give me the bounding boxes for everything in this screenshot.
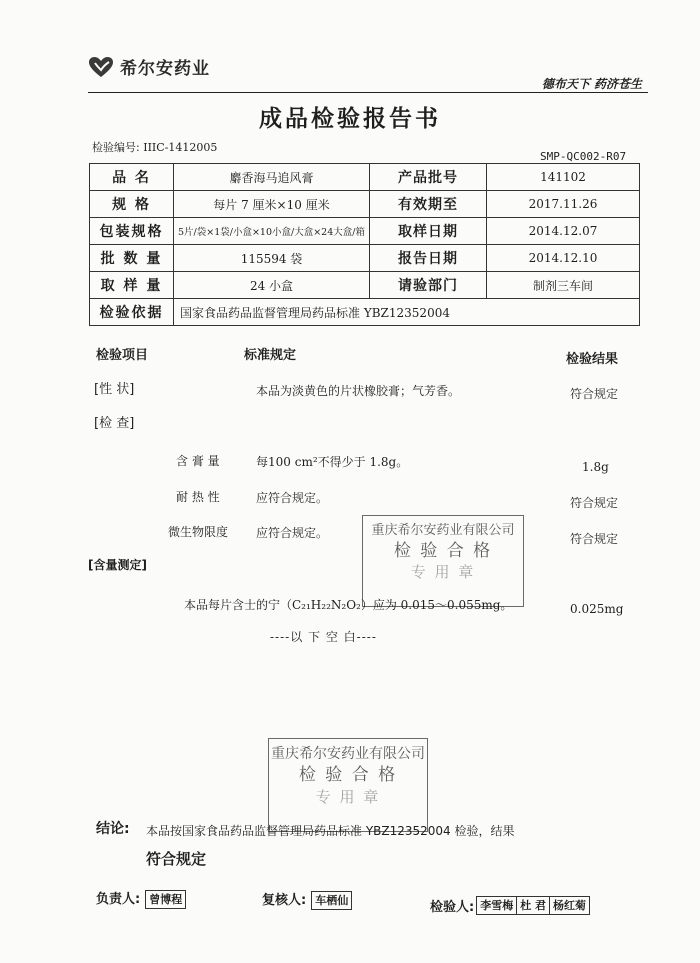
batch-value: 141102	[487, 164, 640, 191]
conclusion-text: 本品按国家食品药品监督管理局药品标准 YBZ12352004 检验，结果	[146, 824, 515, 838]
spec-value: 每片 7 厘米×10 厘米	[174, 191, 370, 218]
heart-logo-icon	[88, 56, 114, 78]
packaging-value: 5片/袋×1袋/小盒×10小盒/大盒×24大盒/箱	[174, 218, 370, 245]
col-standard-heading: 标准规定	[244, 348, 297, 363]
inspector-name-1: 李雪梅	[476, 896, 517, 915]
check-result-1: 1.8g	[582, 460, 609, 474]
name-label: 品 名	[90, 164, 174, 191]
reviewer-label: 复核人:	[262, 893, 307, 908]
inspector-name-3: 杨红菊	[549, 896, 590, 915]
form-code: SMP-QC002-R07	[540, 150, 627, 163]
col-result-heading: 检验结果	[566, 352, 619, 367]
check-item-1: 含 膏 量	[176, 454, 220, 468]
stamp-seal: 专 用 章	[315, 787, 381, 806]
doc-number	[92, 139, 217, 155]
appearance-heading: [性 状]	[94, 382, 135, 397]
stamp-seal: 专 用 章	[410, 563, 476, 582]
inspection-stamp	[362, 515, 524, 607]
info-table	[89, 163, 640, 326]
check-result-2: 符合规定	[570, 496, 619, 510]
content-standard: 本品每片含士的宁（C₂₁H₂₂N₂O₂）应为 0.015～0.055mg。	[184, 598, 513, 612]
col-item-heading: 检验项目	[96, 348, 149, 363]
reviewer-name: 车栖仙	[311, 891, 352, 910]
report-date-value: 2014.12.10	[487, 245, 640, 272]
report-date-label: 报告日期	[370, 245, 487, 272]
check-heading: [检 查]	[94, 416, 135, 431]
requester-value: 制剂三车间	[487, 272, 640, 299]
check-item-2: 耐 热 性	[176, 490, 220, 504]
quantity-value: 115594 袋	[174, 245, 370, 272]
company-logo-text: 希尔安药业	[120, 59, 210, 79]
sample-qty-value: 24 小盒	[174, 272, 370, 299]
spec-label: 规 格	[90, 191, 174, 218]
content-result: 0.025mg	[570, 602, 624, 616]
table-row	[90, 164, 640, 191]
company-logo	[88, 54, 210, 79]
batch-label: 产品批号	[370, 164, 487, 191]
blank-line: ----以 下 空 白----	[270, 630, 377, 644]
check-standard-3: 应符合规定。	[256, 526, 329, 540]
slogan: 德布天下 药济苍生	[541, 77, 642, 91]
stamp-company: 重庆希尔安药业有限公司	[271, 746, 425, 762]
basis-label: 检验依据	[90, 299, 174, 326]
table-row	[90, 191, 640, 218]
expiry-label: 有效期至	[370, 191, 487, 218]
appearance-result: 符合规定	[570, 387, 619, 401]
table-row	[90, 299, 640, 326]
basis-value: 国家食品药品监督管理局药品标准 YBZ12352004	[174, 299, 640, 326]
doc-number-label: 检验编号:	[92, 141, 140, 154]
table-row	[90, 218, 640, 245]
content-heading: [含量测定]	[88, 558, 147, 572]
packaging-label: 包装规格	[90, 218, 174, 245]
name-value: 麝香海马追风膏	[174, 164, 370, 191]
stamp-passed: 检 验 合 格	[393, 540, 493, 561]
check-item-3: 微生物限度	[168, 525, 229, 539]
sampling-date-label: 取样日期	[370, 218, 487, 245]
appearance-standard: 本品为淡黄色的片状橡胶膏；气芳香。	[256, 384, 461, 398]
header-divider	[88, 92, 648, 93]
responsible-signature	[96, 888, 186, 909]
check-standard-1: 每100 cm²不得少于 1.8g。	[256, 455, 409, 469]
conclusion-verdict: 符合规定	[146, 850, 207, 868]
table-row	[90, 272, 640, 299]
requester-label: 请验部门	[370, 272, 487, 299]
inspector-signature	[430, 896, 590, 915]
inspection-stamp-2	[268, 738, 428, 832]
sample-qty-label: 取 样 量	[90, 272, 174, 299]
reviewer-signature	[262, 889, 352, 910]
responsible-name: 曾博程	[145, 890, 186, 909]
table-row	[90, 245, 640, 272]
inspector-label: 检验人:	[430, 900, 475, 915]
check-standard-2: 应符合规定。	[256, 491, 329, 505]
stamp-passed: 检 验 合 格	[298, 764, 398, 785]
sampling-date-value: 2014.12.07	[487, 218, 640, 245]
stamp-company: 重庆希尔安药业有限公司	[371, 523, 515, 538]
doc-number-value: IIIC-1412005	[143, 141, 218, 154]
quantity-label: 批 数 量	[90, 245, 174, 272]
conclusion-label: 结论:	[96, 821, 130, 837]
expiry-value: 2017.11.26	[487, 191, 640, 218]
check-result-3: 符合规定	[570, 532, 619, 546]
page-title: 成品检验报告书	[259, 106, 441, 132]
responsible-label: 负责人:	[96, 892, 141, 907]
inspector-name-2: 杜 君	[516, 896, 550, 915]
